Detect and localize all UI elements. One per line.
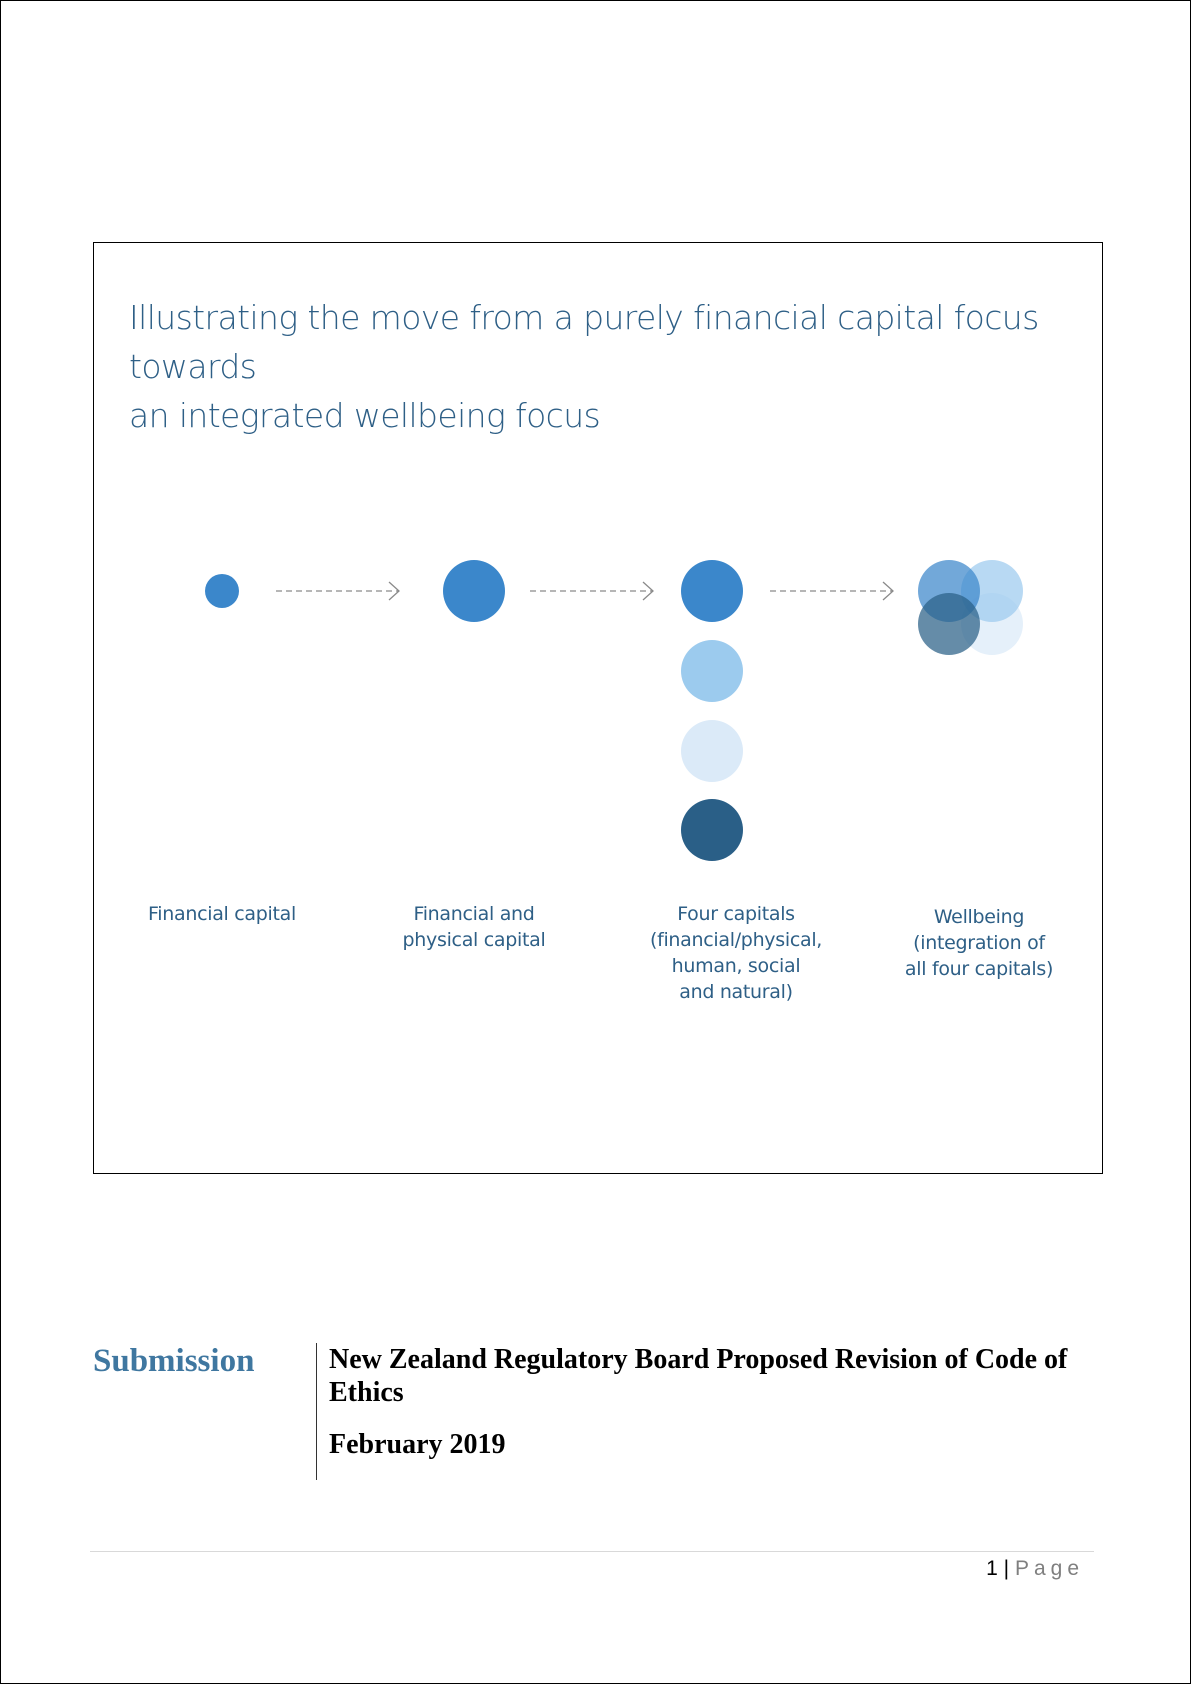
capitals-figure xyxy=(93,242,1103,1174)
submission-date: February 2019 xyxy=(329,1429,506,1460)
financial-capital-dot xyxy=(205,574,239,608)
label-four-capitals-line-3: human, social xyxy=(671,955,801,977)
footer-rule xyxy=(90,1551,1094,1552)
label-financial-physical-line-1: Financial and xyxy=(413,903,535,925)
label-financial-capital-line-1: Financial capital xyxy=(148,903,296,925)
label-wellbeing-line-2: (integration of xyxy=(913,932,1045,954)
label-four-capitals xyxy=(626,901,846,1005)
financial-physical-capital-dot xyxy=(443,560,505,622)
arrow-2 xyxy=(530,582,653,600)
submission-title: New Zealand Regulatory Board Proposed Revision of Code of Ethics xyxy=(329,1344,1068,1408)
label-wellbeing-line-1: Wellbeing xyxy=(933,906,1025,928)
label-financial-physical-capital xyxy=(364,901,584,953)
four-capitals-financial-dot xyxy=(681,560,743,622)
figure-title-line-2: an integrated wellbeing focus xyxy=(129,396,601,435)
four-capitals-human-dot xyxy=(681,640,743,702)
label-four-capitals-line-2: (financial/physical, xyxy=(649,929,823,951)
page-number: 1 xyxy=(986,1557,998,1580)
capitals-diagram xyxy=(94,243,1104,1175)
label-wellbeing xyxy=(869,904,1089,982)
label-financial-physical-line-2: physical capital xyxy=(402,929,546,951)
submission-divider xyxy=(316,1343,317,1480)
label-four-capitals-line-4: and natural) xyxy=(679,981,793,1003)
arrow-1 xyxy=(276,582,399,600)
page-word: Page xyxy=(1014,1557,1084,1580)
four-capitals-social-dot xyxy=(681,720,743,782)
page-separator: | xyxy=(1003,1557,1010,1580)
label-four-capitals-line-1: Four capitals xyxy=(677,903,795,925)
page-footer xyxy=(986,1557,1084,1581)
label-wellbeing-line-3: all four capitals) xyxy=(904,958,1054,980)
wellbeing-natural-dot xyxy=(918,593,980,655)
arrow-3 xyxy=(770,582,893,600)
submission-label: Submission xyxy=(93,1343,255,1379)
wellbeing-cluster xyxy=(918,560,1023,655)
four-capitals-natural-dot xyxy=(681,799,743,861)
label-financial-capital xyxy=(112,901,332,927)
figure-title-line-1: Illustrating the move from a purely financial capital focus towards xyxy=(129,298,1039,386)
